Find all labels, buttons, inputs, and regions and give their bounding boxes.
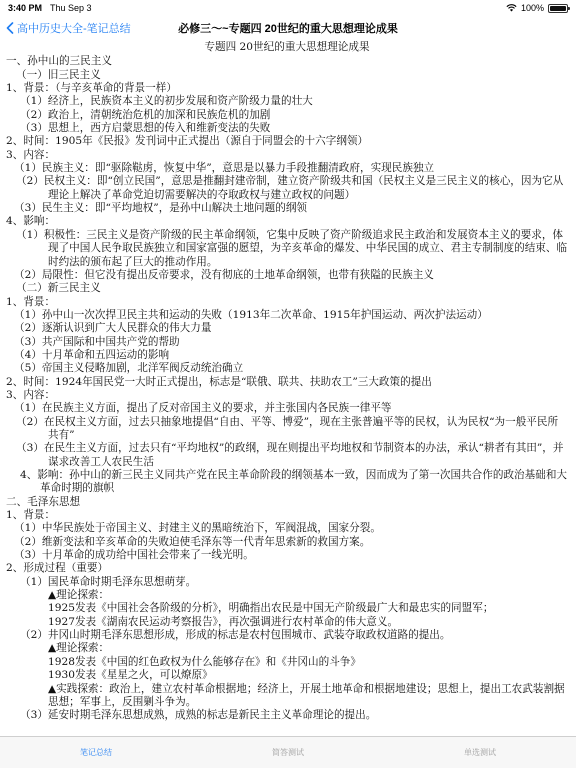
status-right bbox=[506, 3, 568, 13]
status-time: 3:40 PM bbox=[8, 3, 43, 13]
wifi-icon bbox=[506, 4, 517, 12]
text-line: 1930发表《星星之火，可以燎原》 bbox=[48, 669, 213, 682]
text-line: 1、背景：（与辛亥革命的背景一样） bbox=[6, 82, 177, 95]
text-line: （1）中华民族处于帝国主义、封建主义的黑暗统治下，军阀混战，国家分裂。 bbox=[14, 522, 381, 535]
text-line: （2）在民权主义方面，过去只抽象地提倡“自由、平等、博爱”，现在主张普遍平等的民权，认为民权“为一般平民所共有” bbox=[16, 415, 559, 441]
text-line: （2）政治上，清朝统治危机的加深和民族危机的加剧 bbox=[20, 108, 271, 121]
text-line: （1）在民族主义方面，提出了反对帝国主义的要求，并主张国内各民族一律平等 bbox=[14, 402, 392, 415]
tab-short-answer-test[interactable]: 简答测试 bbox=[272, 748, 304, 757]
status-bar bbox=[0, 0, 576, 16]
text-line: （3）在民生主义方面，过去只有“平均地权”的政纲，现在则提出平均地权和节制资本的办法，承认“耕者有其田”，并谋求改善工人农民生活 bbox=[16, 442, 564, 468]
page-title: 必修三～~专题四 20世纪的重大思想理论成果 bbox=[178, 23, 398, 35]
text-line: 1927发表《湖南农民运动考察报告》，再次强调进行农村革命的伟大意义。 bbox=[48, 615, 399, 628]
text-line: （3）延安时期毛泽东思想成熟，成熟的标志是新民主主义革命理论的提出。 bbox=[20, 709, 377, 722]
text-line: 4、影响：孙中山的新三民主义同共产党在民主革命阶段的纲领基本一致，因而成为了第一次国共合作的政治基础和大革命时期的旗帜 bbox=[20, 469, 568, 495]
text-line: 1928发表《中国的红色政权为什么能够存在》和《井冈山的斗争》 bbox=[48, 655, 361, 668]
back-label: 高中历史大全-笔记总结 bbox=[17, 23, 131, 35]
battery-percent: 100% bbox=[520, 3, 544, 13]
text-line: ▲理论探索： bbox=[48, 642, 110, 655]
text-line: （1）民族主义：即“驱除鞑虏，恢复中华”，意思是以暴力手段推翻清政府，实现民族独立 bbox=[14, 162, 435, 175]
status-date: Thu Sep 3 bbox=[50, 3, 92, 13]
text-line: 1、背景： bbox=[6, 509, 56, 522]
text-line: ▲理论探索： bbox=[48, 589, 110, 602]
text-line: 2、时间：1924年国民党一大时正式提出，标志是“联俄、联共、扶助农工”三大政策的提出 bbox=[6, 375, 432, 388]
text-line: （2）井冈山时期毛泽东思想形成，形成的标志是农村包围城市、武装夺取政权道路的提出。 bbox=[20, 629, 451, 642]
text-line: 1925发表《中国社会各阶级的分析》，明确指出农民是中国无产阶级最广大和最忠实的同盟军； bbox=[48, 602, 494, 615]
chevron-left-icon bbox=[6, 22, 14, 34]
section-heading: 一、孙中山的三民主义 bbox=[6, 55, 112, 68]
text-line: 2、时间：1905年《民报》发刊词中正式提出（源自于同盟会的十六字纲领） bbox=[6, 135, 369, 148]
section-heading: 二、毛泽东思想 bbox=[6, 495, 81, 508]
back-button[interactable] bbox=[0, 20, 131, 36]
tab-single-choice-test[interactable]: 单选测试 bbox=[464, 748, 496, 757]
nav-bar bbox=[0, 16, 576, 40]
text-line: 2、形成过程（重要） bbox=[6, 562, 109, 575]
battery-icon bbox=[548, 4, 568, 13]
subsection-heading: （二）新三民主义 bbox=[16, 282, 101, 295]
battery-fill bbox=[550, 6, 566, 11]
text-line: （5）帝国主义侵略加剧，北洋军阀反动统治确立 bbox=[14, 362, 244, 375]
text-line: （3）十月革命的成功给中国社会带来了一线光明。 bbox=[14, 549, 254, 562]
text-line: （4）十月革命和五四运动的影响 bbox=[14, 348, 170, 361]
text-line: ▲实践探索：政治上，建立农村革命根据地；经济上，开展土地革命和根据地建设；思想上，提出工农武装割据思想；军事上，反围剿斗争为。 bbox=[48, 682, 565, 708]
text-line: 3、内容： bbox=[6, 388, 56, 401]
text-line: （2）民权主义：即“创立民国”，意思是推翻封建帝制，建立资产阶级共和国（民权主义是三民主义的核心，因为它从理论上解决了革命党迫切需要解决的夺取政权与建立政权的问题） bbox=[16, 175, 564, 201]
document-scroll-view[interactable] bbox=[0, 41, 576, 736]
text-line: （3）思想上，西方启蒙思想的传入和维新变法的失败 bbox=[20, 122, 271, 135]
document-title: 专题四 20世纪的重大思想理论成果 bbox=[204, 41, 370, 53]
subsection-heading: （一）旧三民主义 bbox=[16, 68, 101, 81]
text-line: （1）国民革命时期毛泽东思想萌芽。 bbox=[20, 575, 197, 588]
tab-notes-summary[interactable]: 笔记总结 bbox=[80, 748, 112, 757]
text-line: 1、背景： bbox=[6, 295, 56, 308]
text-line: （1）积极性：三民主义是资产阶级的民主革命纲领，它集中反映了资产阶级追求民主政治和发展资本主义的要求，体现了中国人民争取民族独立和国家富强的愿望，为辛亥革命的爆发、中华民国的成立、君主专制制度的结束、临时约法的颁布起了巨大的推动作用。 bbox=[16, 228, 568, 268]
text-line: （2）维新变法和辛亥革命的失败迫使毛泽东等一代青年思索新的救国方案。 bbox=[14, 535, 371, 548]
text-line: （1）孙中山一次次捍卫民主共和运动的失败（1913年二次革命、1915年护国运动、两次护法运动） bbox=[14, 308, 488, 321]
text-line: （2）逐渐认识到广大人民群众的伟大力量 bbox=[14, 322, 212, 335]
text-line: （3）共产国际和中国共产党的帮助 bbox=[14, 335, 180, 348]
text-line: （1）经济上，民族资本主义的初步发展和资产阶级力量的壮大 bbox=[20, 95, 313, 108]
text-line: （2）局限性：但它没有提出反帝要求，没有彻底的土地革命纲领，也带有狭隘的民族主义 bbox=[14, 268, 434, 281]
status-left bbox=[8, 3, 92, 13]
text-line: 4、影响： bbox=[6, 215, 56, 228]
tab-bar bbox=[0, 736, 576, 768]
text-line: （3）民生主义：即“平均地权”，是孙中山解决土地问题的纲领 bbox=[14, 202, 308, 215]
text-line: 3、内容： bbox=[6, 148, 56, 161]
